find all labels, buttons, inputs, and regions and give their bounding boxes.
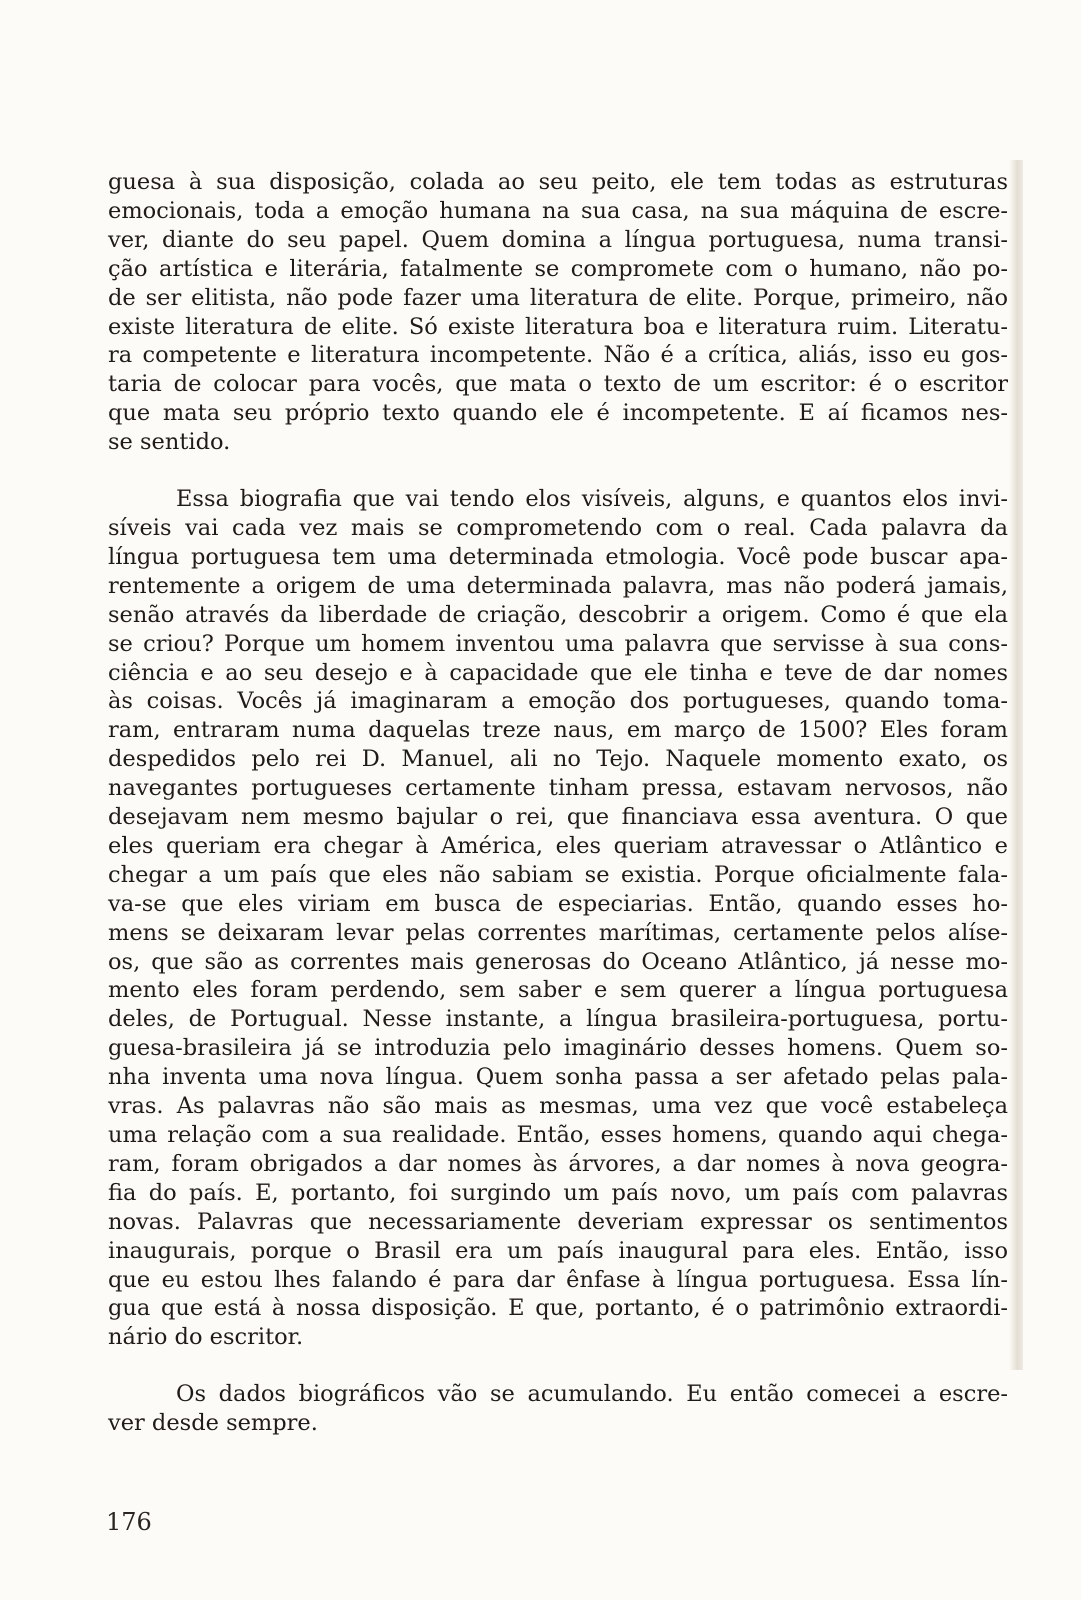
text-line: mento eles foram perdendo, sem saber e sem querer a língua portuguesa (108, 977, 1008, 1004)
text-line: uma relação com a sua realidade. Então, esses homens, quando aqui chega- (108, 1122, 1008, 1148)
text-line: ção artística e literária, fatalmente se compromete com o humano, não po- (108, 255, 1008, 282)
text-line: ram, foram obrigados a dar nomes às árvores, a dar nomes à nova geogra- (108, 1150, 1008, 1177)
text-line: novas. Palavras que necessariamente deveriam expressar os sentimentos (108, 1208, 1008, 1235)
text-line: ver, diante do seu papel. Quem domina a língua portuguesa, numa transi- (108, 226, 1008, 253)
text-line: se sentido. (108, 429, 231, 456)
text-line: língua portuguesa tem uma determinada etmologia. Você pode buscar apa- (108, 543, 1008, 570)
text-line: chegar a um país que eles não sabiam se existia. Porque oficialmente fala- (108, 861, 1008, 888)
paragraph-1 (108, 168, 1008, 457)
text-line: síveis vai cada vez mais se comprometendo com o real. Cada palavra da (108, 514, 1008, 541)
text-line: ver desde sempre. (108, 1410, 318, 1437)
text-line: inaugurais, porque o Brasil era um país inaugural para eles. Então, isso (108, 1237, 1008, 1264)
text-line: que eu estou lhes falando é para dar ênfase à língua portuguesa. Essa lín- (108, 1266, 1008, 1293)
page-edge-shadow (1009, 160, 1023, 1370)
text-line: guesa à sua disposição, colada ao seu peito, ele tem todas as estruturas (108, 169, 1008, 195)
text-line: va-se que eles viriam em busca de especiarias. Então, quando esses ho- (108, 890, 1008, 917)
text-line: se criou? Porque um homem inventou uma palavra que servisse à sua cons- (108, 630, 1008, 657)
text-line: Os dados biográficos vão se acumulando. Eu então comecei a escre- (176, 1381, 1008, 1408)
text-line: ciência e ao seu desejo e à capacidade que ele tinha e teve de dar nomes (108, 659, 1008, 686)
body-text (108, 168, 1008, 1466)
text-line: desejavam nem mesmo bajular o rei, que financiava essa aventura. O que (108, 804, 1008, 831)
text-line: navegantes portugueses certamente tinham pressa, estavam nervosos, não (108, 775, 1008, 802)
text-line: ram, entraram numa daquelas treze naus, em março de 1500? Eles foram (108, 717, 1008, 744)
text-line: de ser elitista, não pode fazer uma literatura de elite. Porque, primeiro, não (108, 284, 1008, 311)
text-line: vras. As palavras não são mais as mesmas, uma vez que você estabeleça (108, 1093, 1008, 1120)
text-line: rentemente a origem de uma determinada palavra, mas não poderá jamais, (108, 572, 1008, 599)
text-line: gua que está à nossa disposição. E que, portanto, é o patrimônio extraordi- (108, 1295, 1008, 1322)
text-line: ra competente e literatura incompetente. Não é a crítica, aliás, isso eu gos- (108, 342, 1008, 369)
text-line: que mata seu próprio texto quando ele é incompetente. E aí ficamos nes- (108, 400, 1008, 427)
text-line: nha inventa uma nova língua. Quem sonha passa a ser afetado pelas pala- (108, 1064, 1008, 1091)
text-line: existe literatura de elite. Só existe literatura boa e literatura ruim. Literatu- (108, 313, 1008, 340)
text-line: guesa-brasileira já se introduzia pelo imaginário desses homens. Quem so- (108, 1035, 1008, 1062)
text-line: senão através da liberdade de criação, descobrir a origem. Como é que ela (108, 601, 1008, 628)
text-line: taria de colocar para vocês, que mata o texto de um escritor: é o escritor (108, 371, 1008, 398)
text-line: Essa biografia que vai tendo elos visíveis, alguns, e quantos elos invi- (176, 486, 1008, 513)
text-line: deles, de Portugual. Nesse instante, a língua brasileira-portuguesa, portu- (108, 1006, 1008, 1033)
text-line: eles queriam era chegar à América, eles queriam atravessar o Atlântico e (108, 832, 1008, 859)
text-line: emocionais, toda a emoção humana na sua casa, na sua máquina de escre- (108, 197, 1008, 224)
text-line: fia do país. E, portanto, foi surgindo um país novo, um país com palavras (108, 1179, 1008, 1206)
page-number: 176 (106, 1508, 152, 1536)
text-line: nário do escritor. (108, 1324, 304, 1351)
paragraph-3 (108, 1380, 1008, 1438)
text-line: mens se deixaram levar pelas correntes marítimas, certamente pelos alíse- (108, 919, 1008, 946)
text-line: despedidos pelo rei D. Manuel, ali no Tejo. Naquele momento exato, os (108, 746, 1008, 773)
text-line: às coisas. Vocês já imaginaram a emoção dos portugueses, quando toma- (108, 688, 1008, 715)
paragraph-2 (108, 485, 1008, 1352)
text-line: os, que são as correntes mais generosas do Oceano Atlântico, já nesse mo- (108, 948, 1008, 975)
